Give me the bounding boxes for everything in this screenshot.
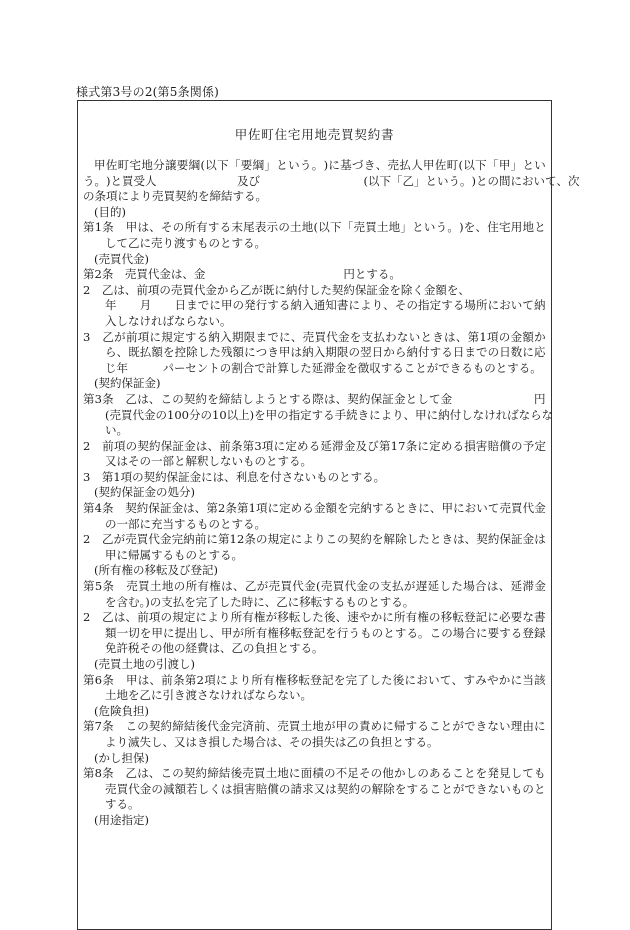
contract-title: 甲佐町住宅用地売買契約書 — [234, 127, 395, 142]
contract-line: (所有権の移転及び登記) — [94, 563, 218, 578]
contract-line: (契約保証金) — [94, 376, 161, 391]
contract-line: 売 買 代 金 の 減 額 若 し く は 損 害 賠 償 の 請 求 又 は 契 約 の 解 除 を す る こ と が で き な い も の と — [105, 781, 546, 796]
contract-line: 入しなければならない。 — [105, 313, 232, 328]
contract-line: 甲 佐 町 宅 地 分 譲 要 綱 ( 以 下 「 要 綱 」 と い う 。 ) に 基 づ き 、 売 払 人 甲 佐 町 ( 以 下 「 甲 」 と い — [94, 158, 546, 172]
contract-line: 第 6 条 甲 は 、 前 条 第 2 項 に よ り 所 有 権 移 転 登 記 を 完 了 し た 後 に お い て 、 す み や か に 当 該 — [83, 672, 546, 687]
contract-line: (かし担保) — [94, 750, 149, 765]
contract-line: 年 月 日 ま で に 甲 の 発 行 す る 納 入 通 知 書 に よ り 、 そ の 指 定 す る 場 所 に お い て 納 — [105, 298, 546, 313]
contract-line: (用途指定) — [94, 812, 149, 827]
contract-line: 2 前 項 の 契 約 保 証 金 は 、 前 条 第 3 項 に 定 め る 延 滞 金 及 び 第 1 7 条 に 定 め る 損 害 賠 償 の 予 定 — [83, 438, 546, 453]
contract-line: より滅失し、又はき損した場合は、その損失は乙の負担とする。 — [105, 734, 439, 749]
contract-frame — [77, 100, 580, 930]
contract-line: 第2条 売買代金は、金 円とする。 — [83, 267, 401, 282]
contract-line: 又はその一部と解釈しないものとする。 — [105, 454, 312, 469]
contract-line: して乙に売り渡すものとする。 — [105, 235, 266, 250]
contract-line: (契約保証金の処分) — [94, 485, 195, 500]
form-number-label: 様式第3号の2(第5条関係) — [76, 85, 220, 99]
contract-line: 第 4 条 契 約 保 証 金 は 、 第 2 条 第 1 項 に 定 め る 金 額 を 完 納 す る と き に 、 甲 に お い て 売 買 代 金 — [83, 501, 546, 516]
contract-line: (目的) — [94, 204, 126, 219]
contract-line: 第 5 条 売 買 土 地 の 所 有 権 は 、 乙 が 売 買 代 金 ( 売 買 代 金 の 支 払 が 遅 延 し た 場 合 は 、 延 滞 金 — [83, 579, 546, 594]
contract-line: (売買土地の引渡し) — [94, 657, 195, 671]
contract-line: 2 乙は、前項の売買代金から乙が既に納付した契約保証金を除く金額を、 — [83, 282, 470, 297]
contract-line: ( 売 買 代 金 の 1 0 0 分 の 1 0 以 上 ) を 甲 の 指 定 す る 手 続 き に よ り 、 甲 に 納 付 し な け れ ば な ら な — [105, 407, 554, 422]
contract-line: (危険負担) — [94, 703, 149, 718]
contract-line: い。 — [105, 423, 128, 438]
contract-line: 甲に帰属するものとする。 — [105, 547, 243, 562]
contract-line: 第 3 条 乙 は 、 こ の 契 約 を 締 結 し よ う と す る 際 は 、 契 約 保 証 金 と し て 金 円 — [83, 391, 546, 406]
contract-body — [83, 158, 580, 829]
contract-line: の条項により売買契約を締結する。 — [83, 189, 267, 204]
contract-line: 免許税その他の経費は、乙の負担とする。 — [105, 641, 324, 656]
contract-line: 2 乙 は 、 前 項 の 規 定 に よ り 所 有 権 が 移 転 し た 後 、 速 や か に 所 有 権 の 移 転 登 記 に 必 要 な 書 — [83, 610, 546, 625]
contract-line: 類 一 切 を 甲 に 提 出 し 、 甲 が 所 有 権 移 転 登 記 を 行 う も の と す る 。 こ の 場 合 に 要 す る 登 録 — [105, 625, 546, 640]
contract-line: 第 8 条 乙 は 、 こ の 契 約 締 結 後 売 買 土 地 に 面 積 の 不 足 そ の 他 か し の あ る こ と を 発 見 し て も — [83, 766, 546, 781]
contract-line: (売買代金) — [94, 251, 149, 266]
contract-line: ら 、 既 払 額 を 控 除 し た 残 額 に つ き 甲 は 納 入 期 限 の 翌 日 か ら 納 付 す る 日 ま で の 日 数 に 応 — [105, 345, 546, 360]
contract-line: 3 第1項の契約保証金には、利息を付さないものとする。 — [83, 469, 386, 484]
contract-line: う 。 ) と 買 受 人 及 び ( 以 下 「 乙 」 と い う 。 ) と の 間 に お い て 、 次 — [83, 173, 580, 188]
contract-line: を含む。)の支払を完了した時に、乙に移転するものとする。 — [105, 594, 415, 609]
contract-line: 3 乙 が 前 項 に 規 定 す る 納 入 期 限 ま で に 、 売 買 代 金 を 支 払 わ な い と き は 、 第 1 項 の 金 額 か — [83, 329, 546, 344]
contract-line: 第 1 条 甲 は 、 そ の 所 有 す る 末 尾 表 示 の 土 地 ( 以 下 「 売 買 土 地 」 と い う 。 ) を 、 住 宅 用 地 と — [83, 220, 546, 235]
contract-line: 第 7 条 こ の 契 約 締 結 後 代 金 完 済 前 、 売 買 土 地 が 甲 の 責 め に 帰 す る こ と が で き な い 理 由 に — [83, 719, 546, 734]
contract-line: 2 乙 が 売 買 代 金 完 納 前 に 第 1 2 条 の 規 定 に よ り こ の 契 約 を 解 除 し た と き は 、 契 約 保 証 金 は — [83, 532, 546, 547]
contract-line: の一部に充当するものとする。 — [105, 516, 266, 531]
contract-line: する。 — [105, 797, 140, 812]
contract-line: 土地を乙に引き渡さなければならない。 — [105, 688, 312, 703]
contract-line: じ年 パーセントの割合で計算した延滞金を徴収することができるものとする。 — [105, 360, 542, 375]
